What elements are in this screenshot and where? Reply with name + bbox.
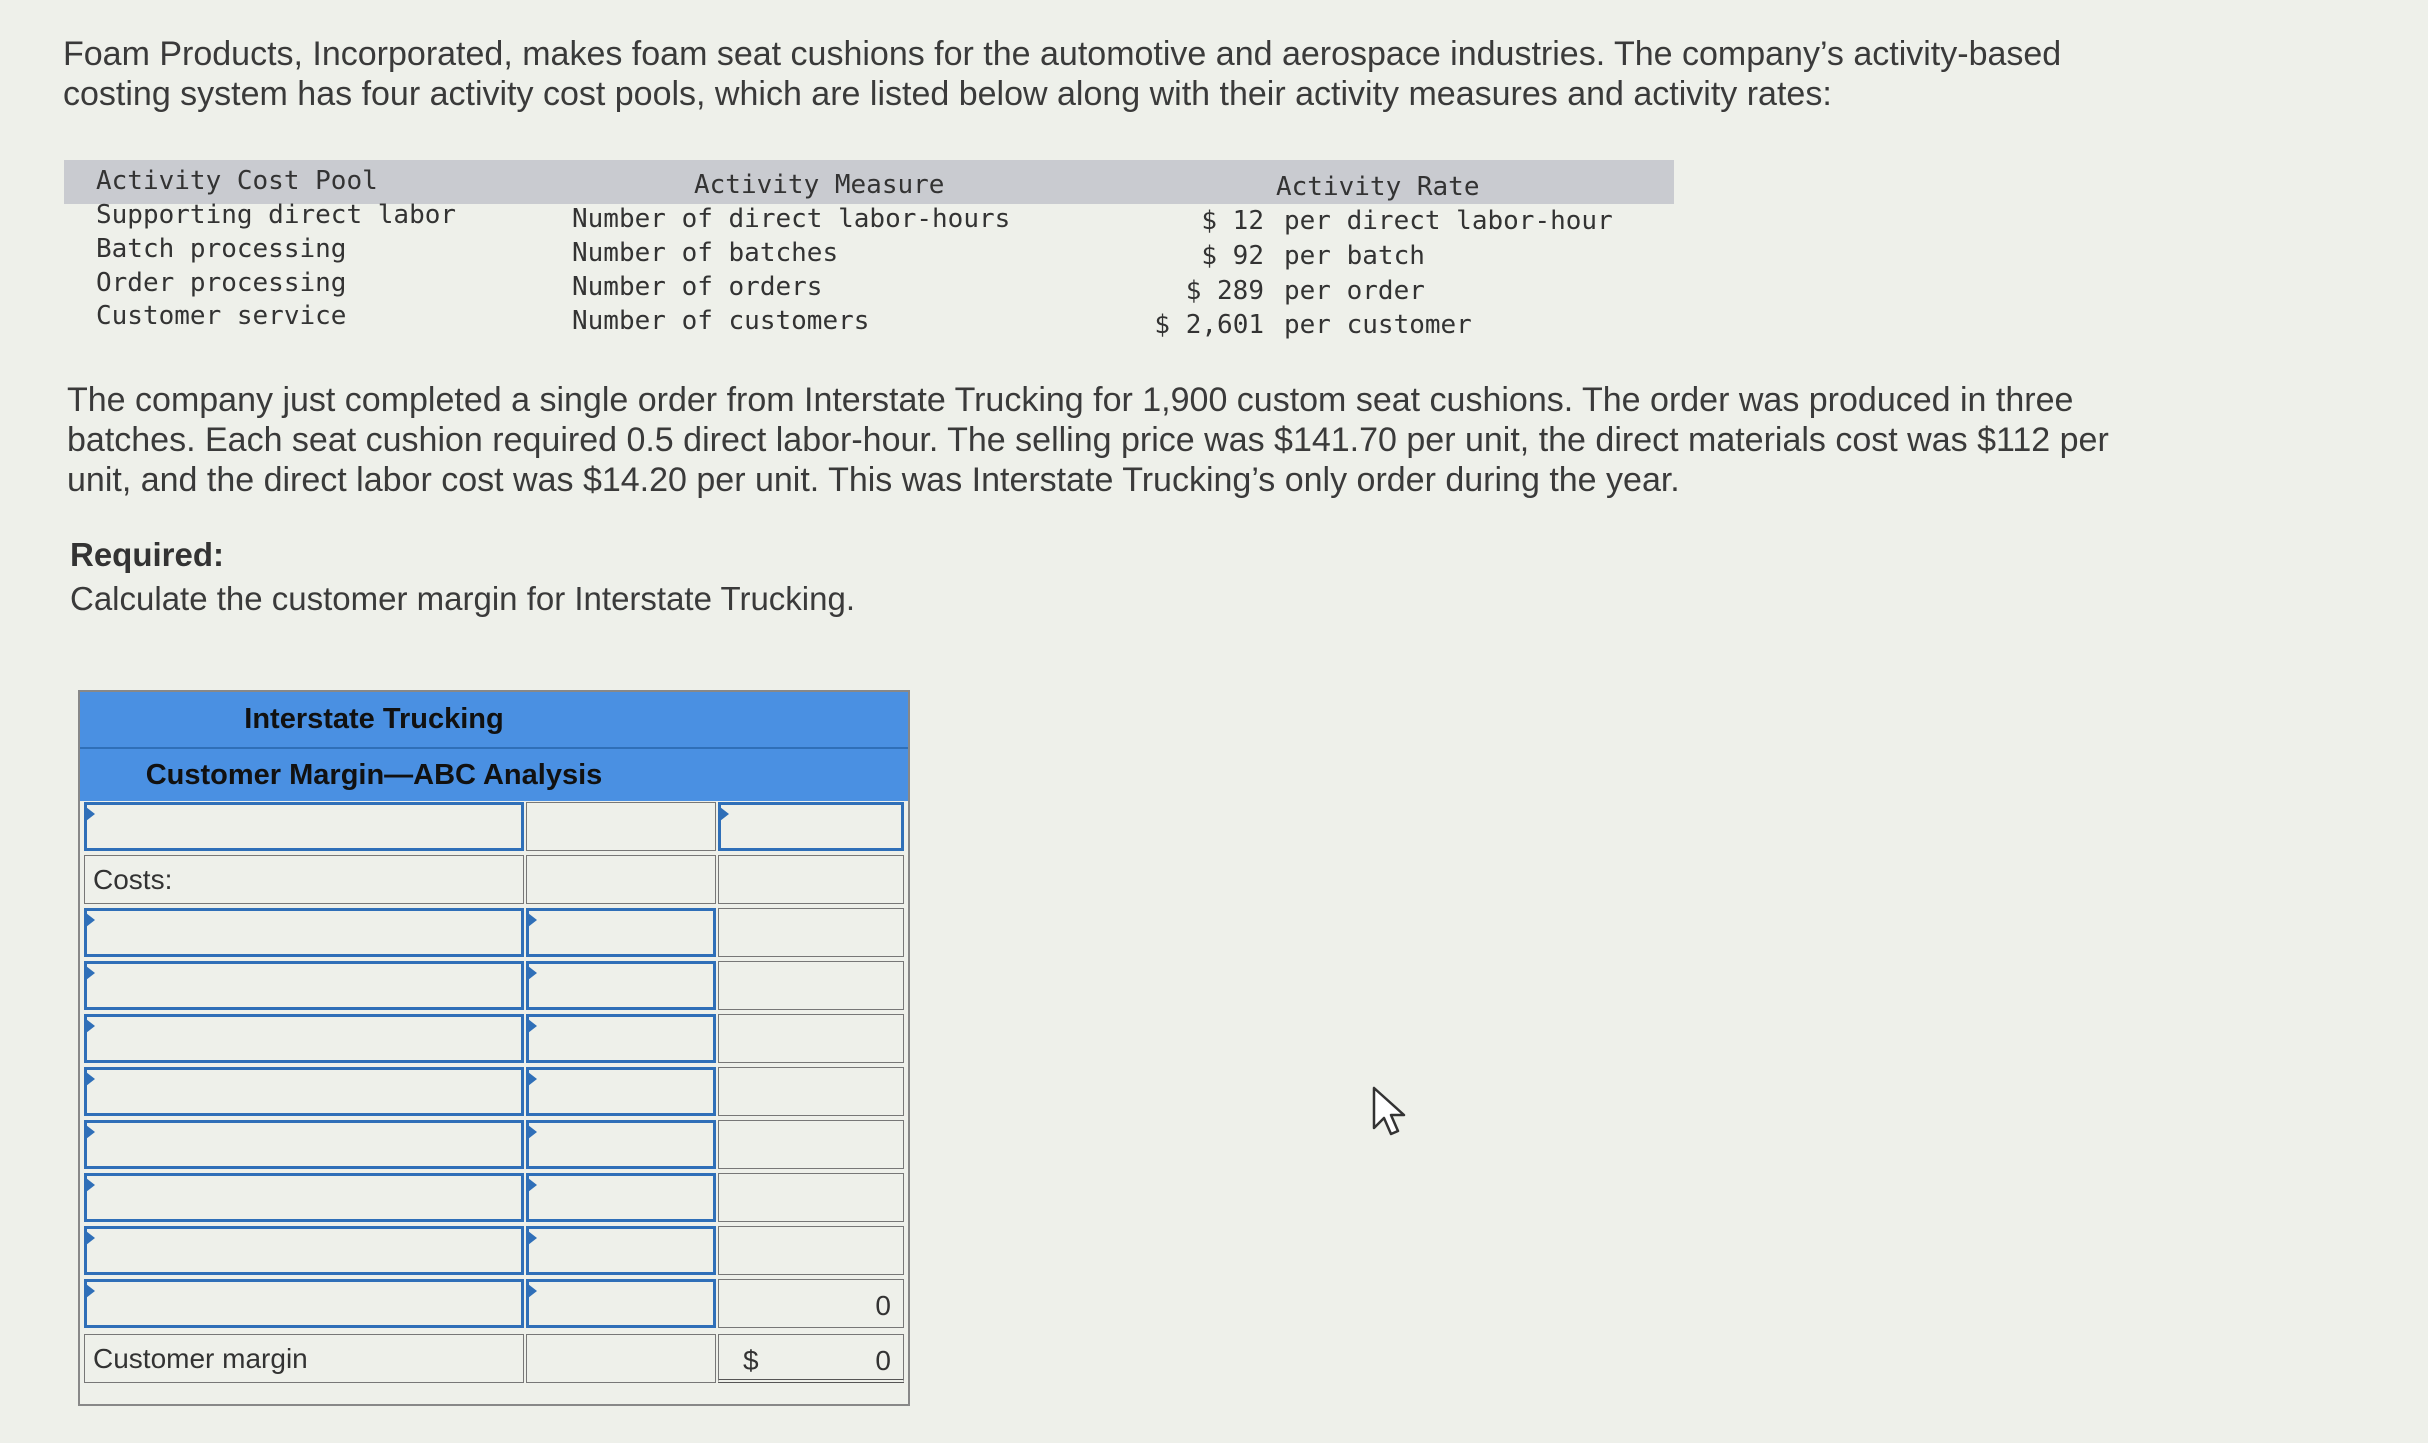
- pool-order-processing: Order processing: [96, 268, 347, 298]
- costs-label: Costs:: [93, 864, 173, 895]
- cost-item-right-cell: [718, 908, 904, 957]
- pool-supporting-direct-labor: Supporting direct labor: [96, 200, 457, 230]
- sales-amount-input[interactable]: [718, 802, 904, 851]
- cost-item-amount-input[interactable]: [526, 1067, 716, 1116]
- pool-customer-service: Customer service: [96, 301, 347, 331]
- worksheet-subtitle-text: Customer Margin—ABC Analysis: [145, 759, 603, 791]
- table-row: [80, 1120, 908, 1173]
- costs-mid-cell: [526, 855, 716, 904]
- table-row: [80, 802, 908, 855]
- rate-unit-batch: per batch: [1284, 241, 1425, 271]
- cost-item-amount-input[interactable]: [526, 1120, 716, 1169]
- cost-item-label-input[interactable]: [84, 1173, 524, 1222]
- sales-mid-cell: [526, 802, 716, 851]
- worksheet-title: [80, 692, 908, 747]
- customer-margin-currency: $: [743, 1345, 759, 1376]
- cost-item-right-cell: [718, 1173, 904, 1222]
- order-details-paragraph: The company just completed a single order from Interstate Trucking for 1,900 custom seat cushions. The order was produced in three batches. Each seat cushion required 0.5 direct labor-hour. The selling price was $141.70 per unit, the direct materials cost was $112 per unit, and the direct labor cost was $14.20 per unit. This was Interstate Trucking’s only order during the year.: [67, 381, 2109, 499]
- cost-item-right-cell: [718, 1226, 904, 1275]
- cost-item-label-input[interactable]: [84, 1279, 524, 1328]
- cost-item-amount-input[interactable]: [526, 1173, 716, 1222]
- worksheet-subtitle: [80, 747, 908, 801]
- header-activity-rate: Activity Rate: [1276, 172, 1480, 202]
- measure-customers: Number of customers: [572, 306, 870, 336]
- total-costs-cell: [718, 1279, 904, 1328]
- measure-orders: Number of orders: [572, 272, 823, 302]
- table-row: [80, 855, 908, 908]
- table-row: [80, 1014, 908, 1067]
- table-row: [80, 1067, 908, 1120]
- mouse-cursor-icon: [1370, 1084, 1410, 1144]
- measure-direct-labor-hours: Number of direct labor-hours: [572, 204, 1011, 234]
- total-costs-value: 0: [875, 1290, 891, 1321]
- table-row: [80, 908, 908, 961]
- rate-amount-labor: $ 12: [1201, 206, 1264, 236]
- cost-item-label-input[interactable]: [84, 961, 524, 1010]
- required-instruction: Calculate the customer margin for Interstate Trucking.: [70, 580, 856, 617]
- rate-amount-batch: $ 92: [1201, 241, 1264, 271]
- cost-item-amount-input[interactable]: [526, 961, 716, 1010]
- cost-item-label-input[interactable]: [84, 1120, 524, 1169]
- rate-amount-order: $ 289: [1185, 276, 1264, 306]
- table-row: [80, 1226, 908, 1279]
- table-row: [80, 1173, 908, 1226]
- customer-margin-worksheet: [78, 690, 910, 1406]
- customer-margin-value-cell: [718, 1334, 904, 1383]
- pool-batch-processing: Batch processing: [96, 234, 347, 264]
- worksheet-title-text: Interstate Trucking: [244, 703, 504, 735]
- cost-item-right-cell: [718, 961, 904, 1010]
- problem-intro: Foam Products, Incorporated, makes foam seat cushions for the automotive and aerospace industries. The company’s activity-based costing system has four activity cost pools, which are listed below along with their activity measures and activity rates:: [63, 35, 2062, 113]
- header-activity-measure: Activity Measure: [694, 170, 945, 200]
- cost-item-label-input[interactable]: [84, 908, 524, 957]
- cost-item-right-cell: [718, 1120, 904, 1169]
- customer-margin-label-cell: [84, 1334, 524, 1383]
- cost-item-label-input[interactable]: [84, 1226, 524, 1275]
- customer-margin-mid-cell: [526, 1334, 716, 1383]
- cost-item-amount-input[interactable]: [526, 1014, 716, 1063]
- rate-unit-customer: per customer: [1284, 310, 1472, 340]
- cost-item-label-input[interactable]: [84, 1014, 524, 1063]
- rate-unit-order: per order: [1284, 276, 1425, 306]
- rate-amount-customer: $ 2,601: [1154, 310, 1264, 340]
- rate-unit-labor: per direct labor-hour: [1284, 206, 1613, 236]
- cost-item-amount-input[interactable]: [526, 1279, 716, 1328]
- activity-rate-table: [64, 160, 1674, 345]
- customer-margin-label: Customer margin: [93, 1343, 308, 1374]
- required-label: Required:: [70, 536, 225, 573]
- table-row: [80, 1279, 908, 1332]
- cost-item-amount-input[interactable]: [526, 1226, 716, 1275]
- table-row: [80, 1334, 908, 1387]
- header-cost-pool: Activity Cost Pool: [96, 166, 378, 196]
- costs-label-cell: [84, 855, 524, 904]
- customer-margin-value: 0: [875, 1345, 891, 1376]
- cost-item-label-input[interactable]: [84, 1067, 524, 1116]
- cost-item-right-cell: [718, 1067, 904, 1116]
- cost-item-right-cell: [718, 1014, 904, 1063]
- measure-batches: Number of batches: [572, 238, 839, 268]
- costs-right-cell: [718, 855, 904, 904]
- table-row: [80, 961, 908, 1014]
- cost-item-amount-input[interactable]: [526, 908, 716, 957]
- sales-label-input[interactable]: [84, 802, 524, 851]
